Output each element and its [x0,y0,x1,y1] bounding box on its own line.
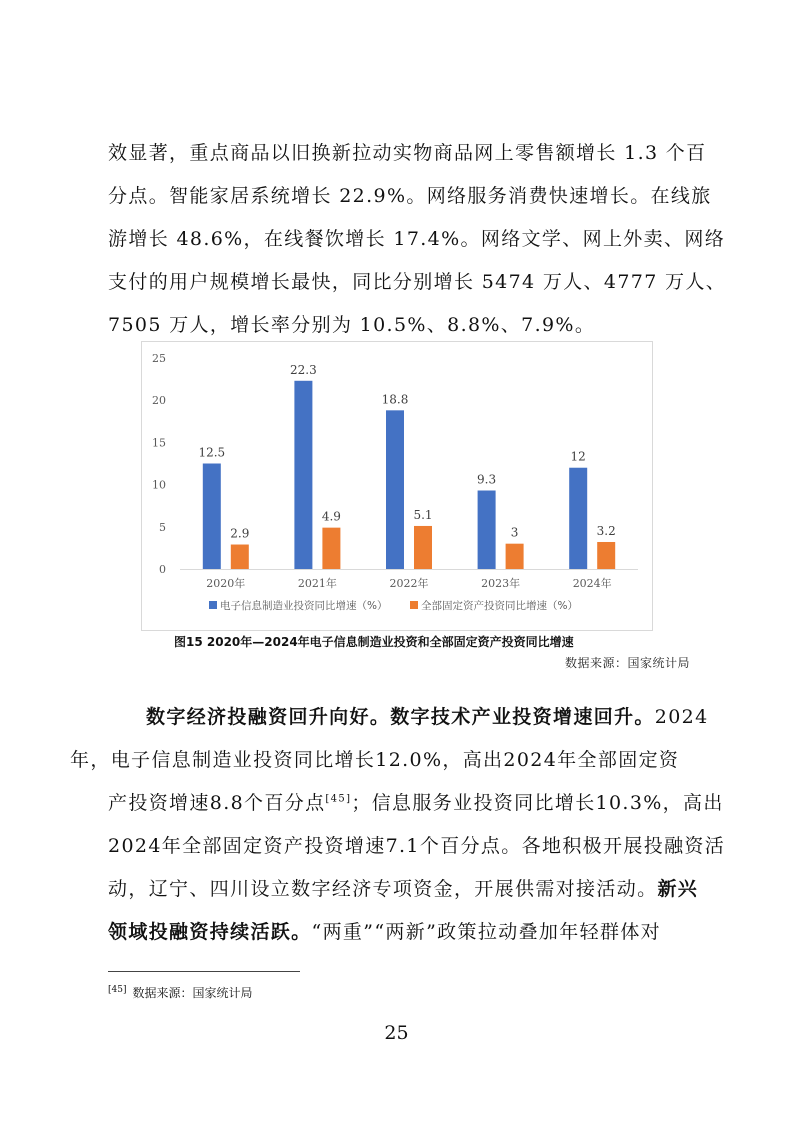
bar [386,410,404,569]
data-label: 3.2 [596,523,616,538]
y-tick-label: 15 [152,436,166,450]
y-tick-label: 10 [152,478,166,492]
paragraph-line [108,696,709,739]
legend-swatch [410,601,418,609]
data-label: 2.9 [230,526,250,541]
bar [414,526,432,569]
bar [294,381,312,569]
page-number: 25 [384,1022,409,1044]
x-tick-label: 2021年 [297,577,337,590]
data-label: 12 [570,449,586,464]
bar [569,468,587,569]
bar [506,544,524,569]
y-tick-label: 0 [159,563,166,576]
figure-source: 数据来源：国家统计局 [564,656,690,670]
legend-label: 全部固定资产投资同比增速（%） [421,600,578,612]
paragraph-line: 2024年全部固定资产投资增速7.1个百分点。各地积极开展投融资活 [108,835,726,857]
paragraph-line: 游增长 48.6%，在线餐饮增长 17.4%。网络文学、网上外卖、网络 [108,228,726,250]
paragraph-line [70,868,699,911]
paragraph-line: 支付的用户规模增长最快，同比分别增长 5474 万人、4777 万人、 [108,271,727,293]
paragraph-text: 产投资增速8.8个百分点 [108,792,326,814]
paragraph-line: 效显著，重点商品以旧换新拉动实物商品网上零售额增长 1.3 个百 [108,142,707,164]
y-tick-label: 20 [152,394,166,408]
bar-chart [141,341,653,631]
bar [231,545,249,569]
figure-caption: 图15 2020年—2024年电子信息制造业投资和全部固定资产投资同比增速 [174,635,574,649]
y-tick-label: 25 [152,352,166,365]
chart-canvas [142,342,652,630]
x-tick-label: 2024年 [572,577,612,590]
bar [203,464,221,570]
paragraph-text: “两重”“两新”政策拉动叠加年轻群体对 [311,921,662,943]
bold-heading: 数字经济投融资回升向好。数字技术产业投资增速回升。 [146,706,655,728]
footnote-text: 数据来源：国家统计局 [132,986,253,1000]
paragraph-text: ；信息服务业投资同比增长10.3%，高出 [351,792,724,814]
bar [322,528,340,569]
paragraph-text: 动，辽宁、四川设立数字经济专项资金，开展供需对接活动。 [108,878,658,900]
paragraph-line: 分点。智能家居系统增长 22.9%。网络服务消费快速增长。在线旅 [108,185,712,207]
footnote [108,984,253,1001]
legend-swatch [209,601,217,609]
data-label: 4.9 [321,509,341,524]
paragraph-investment [70,696,726,954]
bar [478,491,496,569]
data-label: 18.8 [381,392,409,407]
footnote-divider [108,971,300,972]
data-label: 3 [510,525,519,540]
footnote-mark: [45] [108,985,127,995]
x-tick-label: 2020年 [206,577,246,590]
legend-label: 电子信息制造业投资同比增速（%） [220,600,388,612]
data-label: 9.3 [477,472,497,487]
x-tick-label: 2022年 [389,577,429,590]
data-label: 12.5 [198,445,226,460]
data-label: 22.3 [290,362,317,377]
bold-heading: 领域投融资持续活跃。 [108,921,312,943]
paragraph-text: 2024 [654,706,709,728]
footnote-reference[interactable]: [45] [325,793,352,805]
paragraph-consumption [108,132,727,347]
bar [597,542,615,569]
data-label: 5.1 [413,507,433,522]
y-tick-label: 5 [159,520,166,534]
paragraph-line [70,911,688,954]
bold-heading: 新兴 [657,878,699,900]
paragraph-line: 7505 万人，增长率分别为 10.5%、8.8%、7.9%。 [108,314,596,336]
paragraph-line: 年，电子信息制造业投资同比增长12.0%，高出2024年全部固定资 [70,749,680,771]
paragraph-line [70,782,724,825]
x-tick-label: 2023年 [481,577,521,590]
